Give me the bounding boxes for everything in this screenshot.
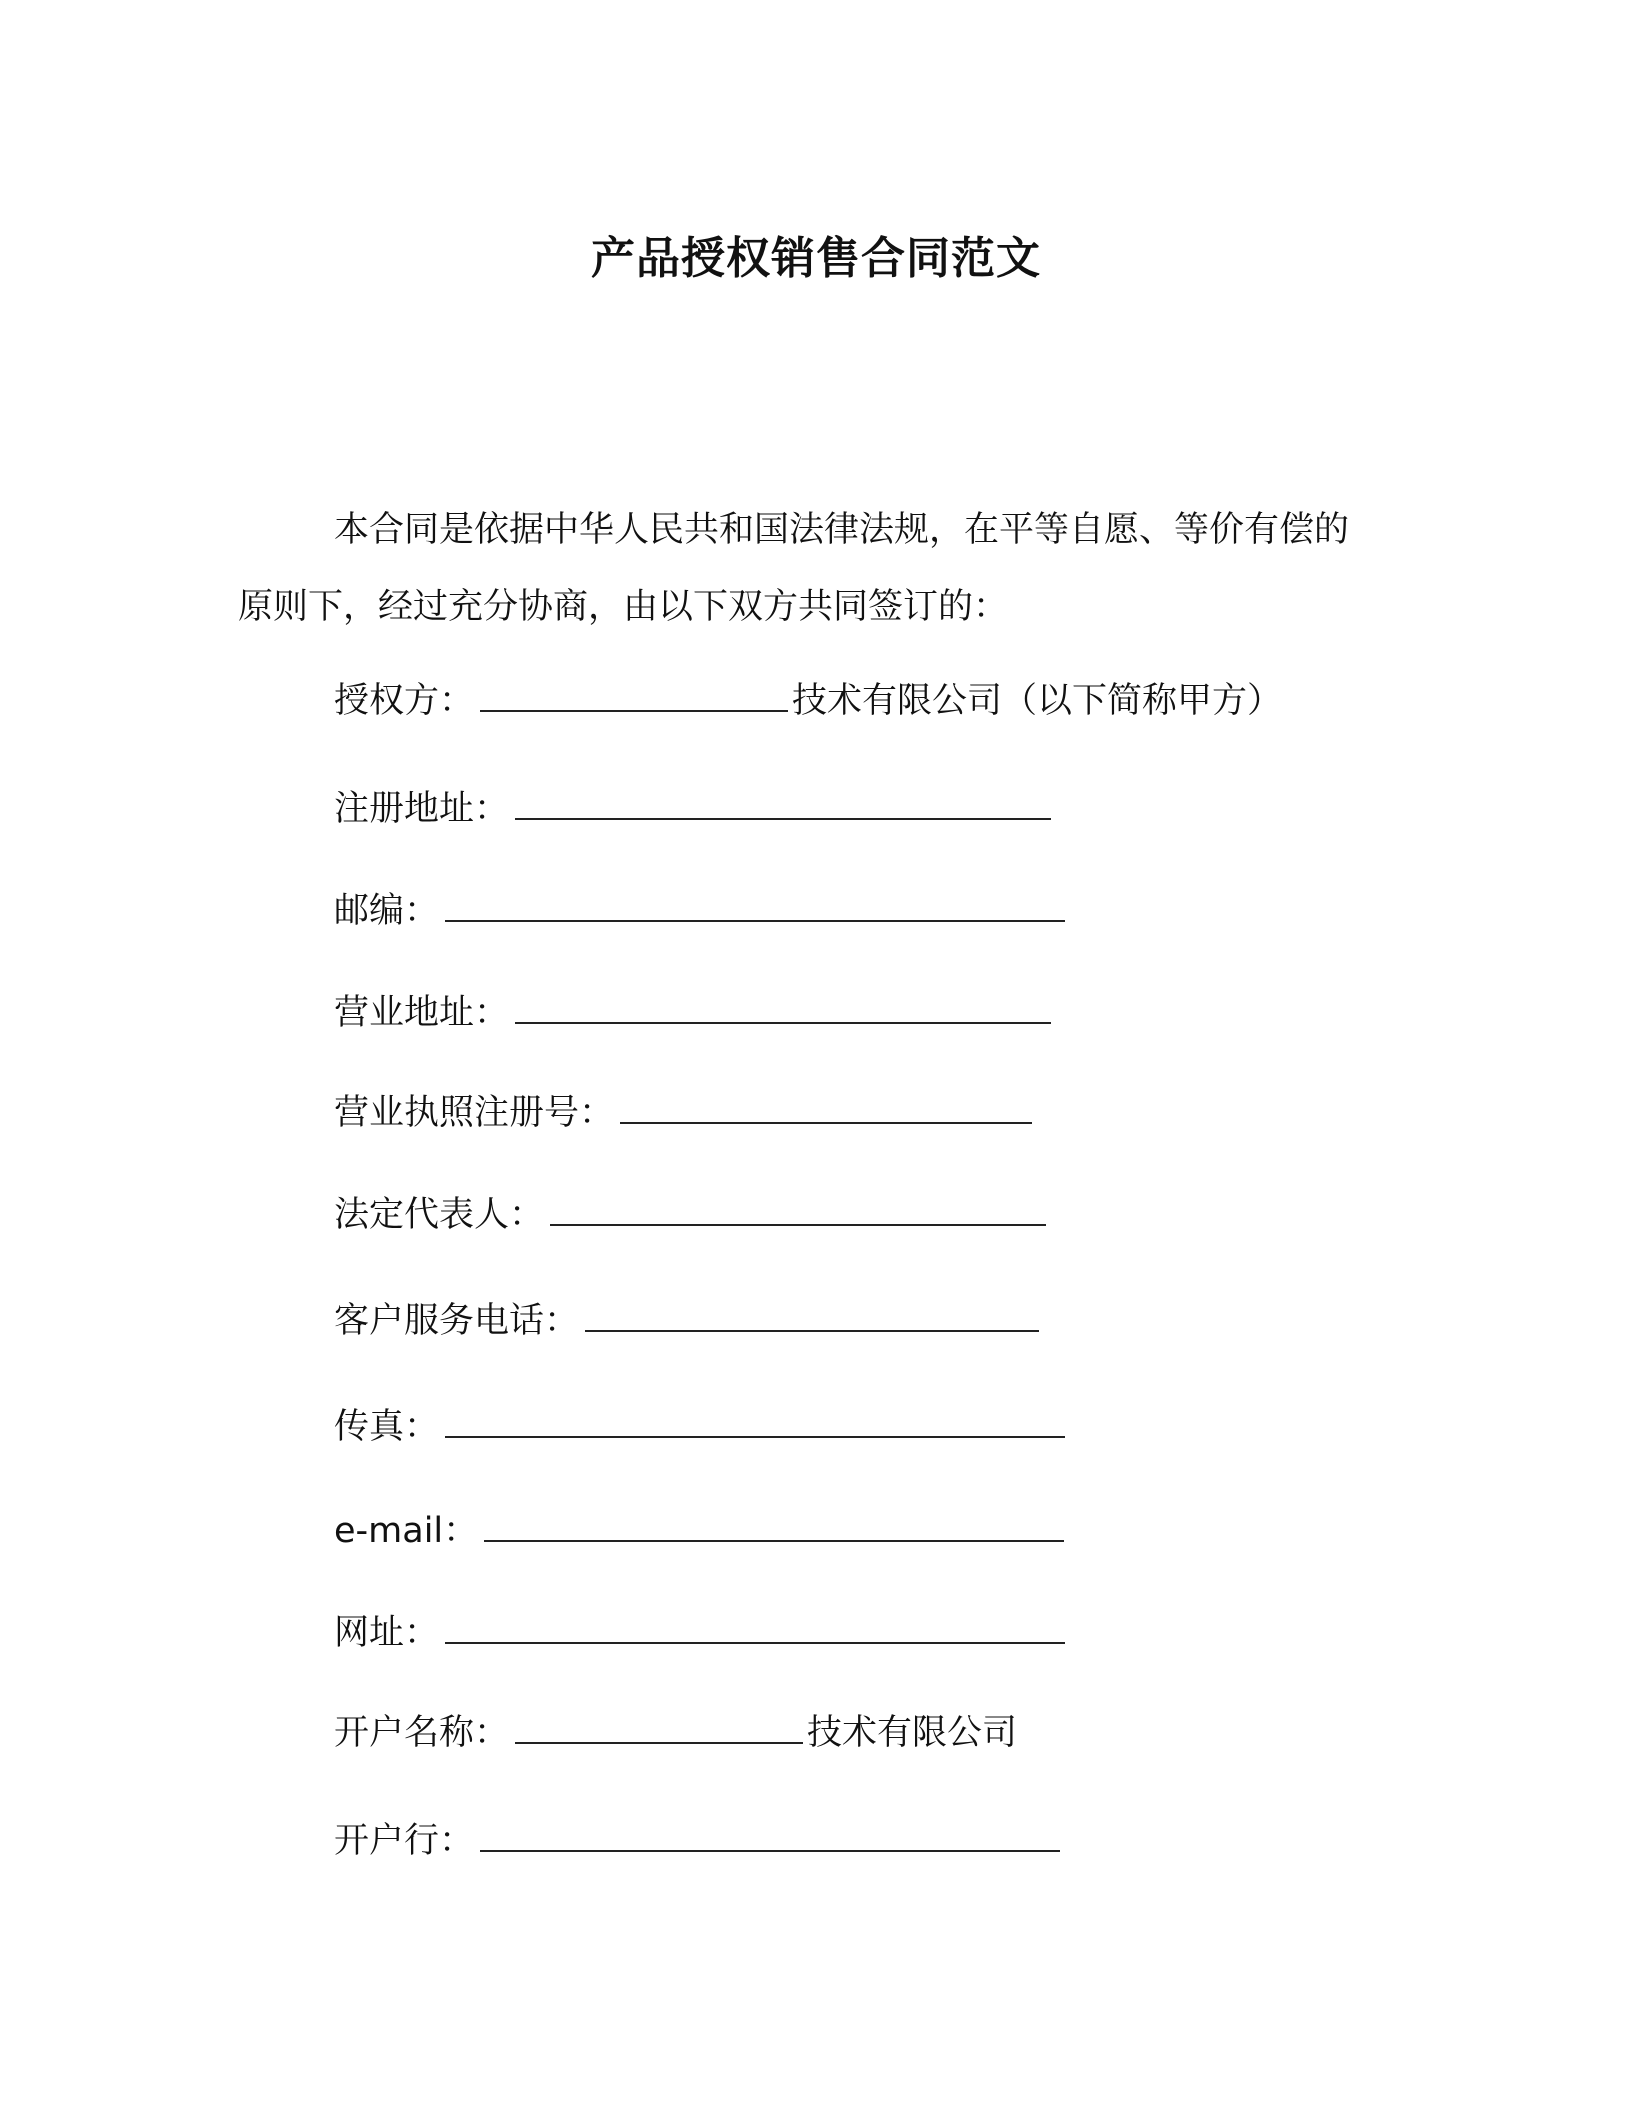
blank-line[interactable]: [515, 988, 1051, 1024]
field-website: [334, 1608, 1069, 1657]
blank-line[interactable]: [585, 1296, 1039, 1332]
blank-line[interactable]: [445, 1608, 1065, 1644]
field-label: 授权方：: [334, 681, 475, 721]
blank-line[interactable]: [445, 1402, 1065, 1438]
field-label: 开户名称：: [334, 1713, 510, 1753]
field-email: [334, 1506, 1068, 1555]
field-label: 客户服务电话：: [334, 1301, 580, 1341]
field-account-name: [334, 1708, 1017, 1757]
field-label: 法定代表人：: [334, 1195, 545, 1235]
field-label: 传真：: [334, 1407, 440, 1447]
field-legal-representative: [334, 1190, 1050, 1239]
field-postcode: [334, 886, 1069, 935]
document-title: 产品授权销售合同范文: [591, 233, 1041, 284]
field-label: 邮编：: [334, 891, 440, 931]
field-label: e-mail：: [334, 1511, 479, 1551]
blank-line[interactable]: [620, 1088, 1032, 1124]
field-label: 营业执照注册号：: [334, 1093, 615, 1133]
intro-paragraph: 本合同是依据中华人民共和国法律法规，在平等自愿、等价有偿的原则下，经过充分协商，由以下双方共同签订的：: [238, 510, 1350, 627]
field-service-phone: [334, 1296, 1043, 1345]
field-label: 网址：: [334, 1613, 440, 1653]
blank-line[interactable]: [445, 886, 1065, 922]
field-label: 营业地址：: [334, 993, 510, 1033]
field-bank: [334, 1816, 1064, 1865]
field-licensor: [334, 676, 1282, 725]
blank-line[interactable]: [484, 1506, 1064, 1542]
blank-line[interactable]: [480, 1816, 1060, 1852]
blank-line[interactable]: [515, 1708, 803, 1744]
field-suffix: 技术有限公司（以下简称甲方）: [792, 681, 1283, 721]
field-registered-address: [334, 784, 1055, 833]
blank-line[interactable]: [515, 784, 1051, 820]
blank-line[interactable]: [550, 1190, 1046, 1226]
blank-line[interactable]: [480, 676, 788, 712]
field-suffix: 技术有限公司: [807, 1713, 1018, 1753]
field-license-number: [334, 1088, 1036, 1137]
field-fax: [334, 1402, 1069, 1451]
field-label: 注册地址：: [334, 789, 510, 829]
field-label: 开户行：: [334, 1821, 475, 1861]
field-business-address: [334, 988, 1055, 1037]
